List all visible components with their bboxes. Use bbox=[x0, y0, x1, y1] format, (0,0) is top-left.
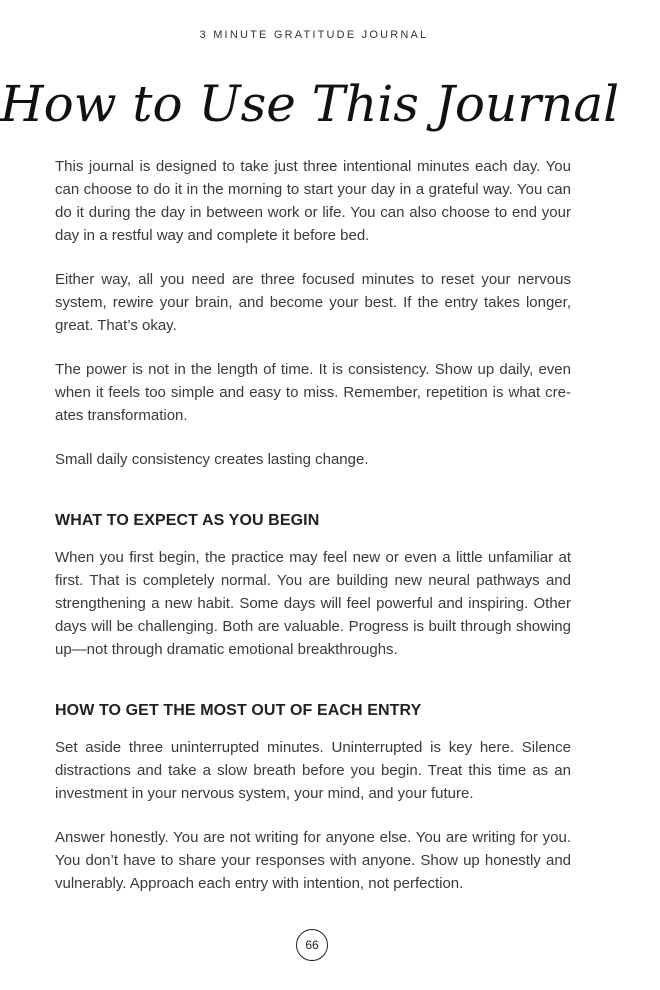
section-heading-most: HOW TO GET THE MOST OUT OF EACH ENTRY bbox=[55, 702, 422, 719]
section-heading-expect: WHAT TO EXPECT AS YOU BEGIN bbox=[55, 512, 320, 529]
page-number: 66 bbox=[296, 929, 328, 961]
paragraph: Small daily consistency creates lasting change. bbox=[55, 451, 369, 468]
page-title: How to Use This Journal bbox=[0, 75, 620, 133]
paragraph: This journal is designed to take just three intentional minutes each day. You can choose to do it in the morning to start your day in a grateful way. You can do it during the day in between work or life. You can also choose to end your day in a restful way and complete it before bed. bbox=[55, 158, 571, 244]
paragraph: When you first begin, the practice may feel new or even a little unfamiliar at first. That is completely normal. You are building new neural pathways and strengthening a new habit. Some days will feel powerful and inspiring. Other days will be challenging. Both are valuable. Progress is built through showing up—not through dramatic emotional breakthroughs. bbox=[55, 549, 571, 658]
paragraph: Answer honestly. You are not writing for anyone else. You are writing for you. You don’t have to share your responses with anyone. Show up honestly and vulnerably. Approach each entry with intention, not perfection. bbox=[55, 829, 571, 892]
running-header: 3 MINUTE GRATITUDE JOURNAL bbox=[199, 29, 429, 41]
paragraph: Set aside three uninterrupted minutes. Uninterrupted is key here. Silence distractions and take a slow breath before you begin. Treat this time as an investment in your nervous system, your mind, and your future. bbox=[55, 739, 571, 802]
paragraph: The power is not in the length of time. It is consistency. Show up daily, even when it feels too simple and easy to miss. Remember, repetition is what cre-ates transformation. bbox=[55, 361, 571, 424]
body-text bbox=[55, 155, 571, 916]
paragraph: Either way, all you need are three focused minutes to reset your nervous system, rewire your brain, and become your best. If the entry takes longer, great. That’s okay. bbox=[55, 271, 571, 334]
